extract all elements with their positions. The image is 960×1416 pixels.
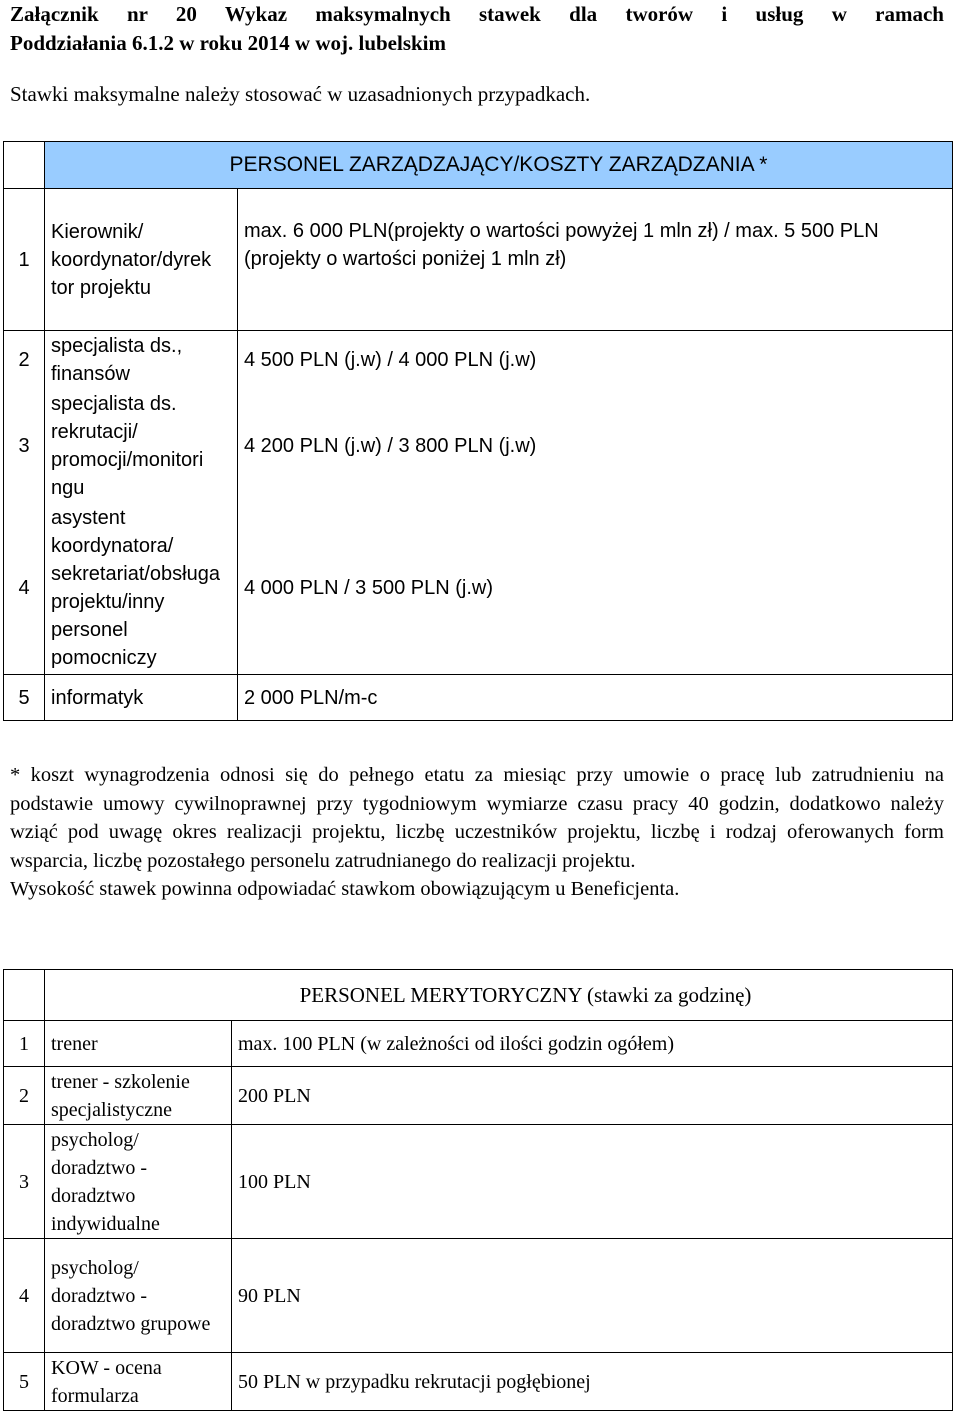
table-row [4, 1239, 953, 1353]
table1-header: PERSONEL ZARZĄDZAJĄCY/KOSZTY ZARZĄDZANIA * [45, 142, 953, 189]
rate-cell: max. 6 000 PLN(projekty o wartości powyżej 1 mln zł) / max. 5 500 PLN (projekty o wartości poniżej 1 mln zł) [238, 189, 953, 331]
row-number: 2 [4, 1067, 45, 1125]
row-number: 4 [4, 1239, 45, 1353]
role-cell: asystent koordynatora/ sekretariat/obsługa projektu/inny personel pomocniczy [45, 503, 238, 675]
table-row [4, 389, 953, 503]
role-cell: Kierownik/ koordynator/dyrek tor projektu [45, 189, 238, 331]
rate-cell: 2 000 PLN/m-c [238, 675, 953, 721]
management-staff-table [3, 141, 953, 721]
rate-cell: 100 PLN [232, 1125, 953, 1239]
rate-cell: 4 200 PLN (j.w) / 3 800 PLN (j.w) [238, 389, 953, 503]
role-cell: informatyk [45, 675, 238, 721]
role-cell: trener - szkolenie specjalistyczne [45, 1067, 232, 1125]
row-number: 5 [4, 675, 45, 721]
role-cell: psycholog/ doradztwo - doradztwo indywidualne [45, 1125, 232, 1239]
role-cell: KOW - ocena formularza [45, 1353, 232, 1411]
rate-cell: 90 PLN [232, 1239, 953, 1353]
table-row [4, 331, 953, 389]
footnote-text: * koszt wynagrodzenia odnosi się do pełnego etatu za miesiąc przy umowie o pracę lub zatrudnieniu na podstawie umowy cywilnoprawnej przy tygodniowym wymiarze czasu pracy 40 godzin, dodatkowo należy wziąć pod uwagę okres realizacji projektu, liczbę uczestników projektu, liczbę i rodzaj oferowanych form wsparcia, liczbę pozostałego personelu zatrudnianego do realizacji projektu. [10, 764, 944, 872]
row-number: 5 [4, 1353, 45, 1411]
document-title [10, 0, 944, 58]
table-row [4, 1021, 953, 1067]
role-cell: trener [45, 1021, 232, 1067]
table1-header-spacer [4, 142, 45, 189]
role-cell: psycholog/ doradztwo - doradztwo grupowe [45, 1239, 232, 1353]
row-number: 1 [4, 1021, 45, 1067]
table2-header-spacer [4, 970, 45, 1021]
table2-header: PERSONEL MERYTORYCZNY (stawki za godzinę) [45, 970, 953, 1021]
rate-cell: 4 000 PLN / 3 500 PLN (j.w) [238, 503, 953, 675]
table-row [4, 1125, 953, 1239]
rate-cell: max. 100 PLN (w zależności od ilości godzin ogółem) [232, 1021, 953, 1067]
row-number: 4 [4, 503, 45, 675]
footnote [10, 761, 944, 904]
rate-cell: 4 500 PLN (j.w) / 4 000 PLN (j.w) [238, 331, 953, 389]
rate-cell: 50 PLN w przypadku rekrutacji pogłębionej [232, 1353, 953, 1411]
row-number: 2 [4, 331, 45, 389]
role-cell [45, 331, 238, 389]
table-row [4, 675, 953, 721]
substantive-staff-table [3, 969, 953, 1411]
row-number: 1 [4, 189, 45, 331]
title-line-2: Poddziałania 6.1.2 w roku 2014 w woj. lubelskim [10, 31, 447, 55]
footnote-text-2: Wysokość stawek powinna odpowiadać stawkom obowiązującym u Beneficjenta. [10, 878, 680, 900]
row-number: 3 [4, 389, 45, 503]
table-row [4, 1067, 953, 1125]
table-row [4, 189, 953, 331]
table-row [4, 503, 953, 675]
intro-note: Stawki maksymalne należy stosować w uzasadnionych przypadkach. [10, 82, 591, 106]
role-cell: specjalista ds. rekrutacji/ promocji/monitori ngu [45, 389, 238, 503]
row-number: 3 [4, 1125, 45, 1239]
role-text: specjalista ds., finansów [51, 334, 183, 385]
table-row [4, 1353, 953, 1411]
rate-cell: 200 PLN [232, 1067, 953, 1125]
title-line-1: Załącznik nr 20 Wykaz maksymalnych stawek dla tworów i usług w ramach [10, 2, 944, 26]
